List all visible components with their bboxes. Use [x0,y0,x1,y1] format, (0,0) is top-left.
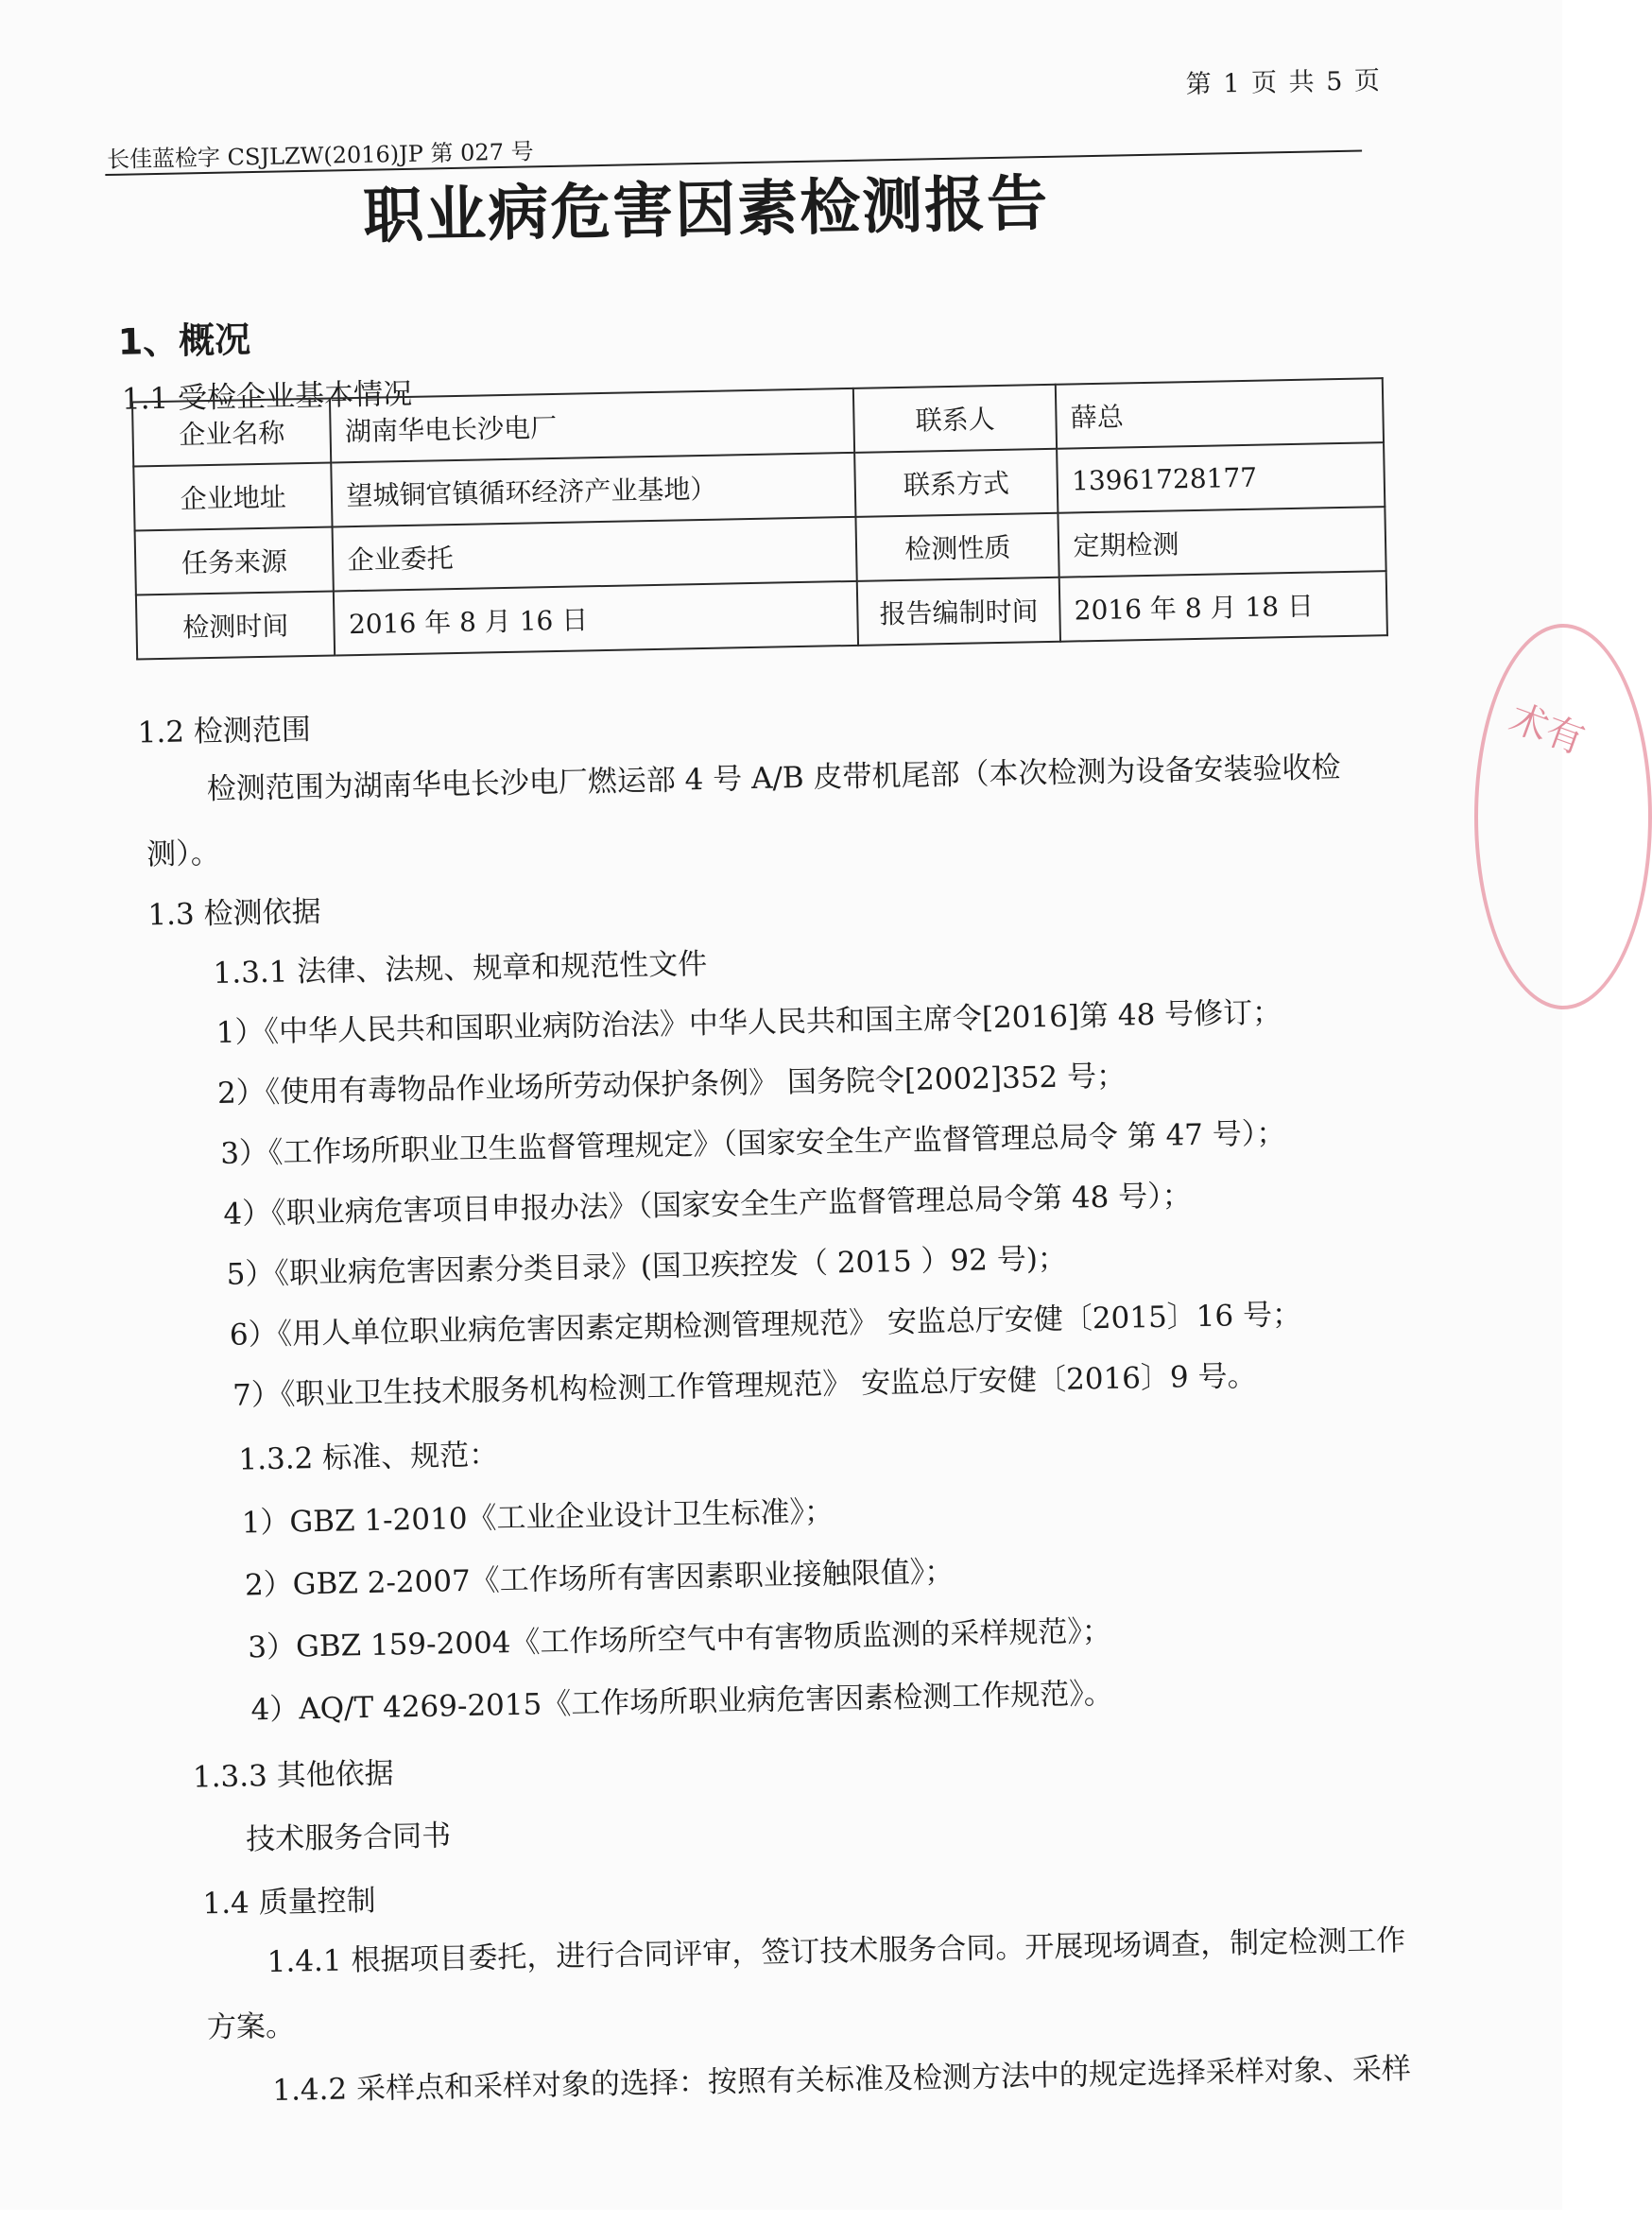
table-value-cell: 定期检测 [1058,507,1386,578]
section-1-3-1-heading: 1.3.1 法律、法规、规章和规范性文件 [213,946,708,991]
list-item: 4）《职业病危害项目申报办法》（国家安全生产监督管理总局令第 48 号）； [223,1179,1193,1232]
list-item: 3）GBZ 159-2004《工作场所空气中有害物质监测的采样规范》； [247,1613,1112,1665]
list-item: 2）GBZ 2-2007《工作场所有害因素职业接触限值》； [244,1555,955,1603]
list-item: 1）GBZ 1-2010《工业企业设计卫生标准》； [241,1494,835,1541]
list-item: 6）《用人单位职业病危害因素定期检测管理规范》 安监总厅安健〔2015〕16 号； [229,1297,1302,1353]
scope-text-line-1: 检测范围为湖南华电长沙电厂燃运部 4 号 A/B 皮带机尾部（本次检测为设备安装验收检 [206,750,1341,807]
table-key-cell: 报告编制时间 [857,578,1061,646]
table-value-cell: 13961728177 [1057,442,1385,513]
list-item: 4）AQ/T 4269-2015《工作场所职业病危害因素检测工作规范》。 [250,1676,1114,1728]
list-item: 7）《职业卫生技术服务机构检测工作管理规范》 安监总厅安健〔2016〕9 号。 [232,1358,1257,1413]
table-key-cell: 检测时间 [136,591,336,659]
other-basis-text: 技术服务合同书 [245,1819,452,1857]
section-1-heading: 1、概况 [117,319,251,363]
section-1-3-2-heading: 1.3.2 标准、规范： [238,1438,499,1477]
table-value-cell: 2016 年 8 月 18 日 [1059,571,1387,642]
enterprise-info-table [131,377,1388,660]
list-item: 3）《工作场所职业卫生监督管理规定》（国家安全生产监督管理总局令 第 47 号）； [219,1116,1286,1171]
table-key-cell: 检测性质 [855,513,1059,581]
table-key-cell: 企业名称 [132,399,332,467]
document-code: 长佳蓝检字 CSJLZW(2016)JP 第 027 号 [106,138,534,174]
table-value-cell: 2016 年 8 月 16 日 [334,581,858,656]
list-item: 1）《中华人民共和国职业病防治法》中华人民共和国主席令[2016]第 48 号修订； [215,995,1282,1050]
section-1-2-heading: 1.2 检测范围 [137,712,312,750]
list-item: 2）《使用有毒物品作业场所劳动保护条例》 国务院令[2002]352 号； [216,1059,1127,1111]
section-1-4-heading: 1.4 质量控制 [202,1883,376,1922]
section-1-3-heading: 1.3 检测依据 [147,894,321,933]
table-value-cell: 薛总 [1056,378,1384,449]
table-key-cell: 任务来源 [135,526,335,595]
table-key-cell: 联系人 [853,385,1058,453]
report-title: 职业病危害因素检测报告 [362,168,1050,252]
section-1-1-heading: 1.1 受检企业基本情况 [121,376,413,417]
section-1-3-3-heading: 1.3.3 其他依据 [192,1756,394,1795]
list-item: 5）《职业病危害因素分类目录》(国卫疾控发（ 2015 ）92 号)； [226,1241,1068,1292]
quality-text-line-3: 1.4.2 采样点和采样对象的选择：按照有关标准及检测方法中的规定选择采样对象、采样 [271,2051,1412,2109]
table-value-cell: 湖南华电长沙电厂 [330,388,854,463]
scope-text-line-2: 测）。 [146,836,220,872]
table-value-cell: 望城铜官镇循环经济产业基地） [332,453,856,527]
quality-text-line-1: 1.4.1 根据项目委托，进行合同评审，签订技术服务合同。开展现场调查，制定检测工作 [267,1922,1406,1980]
table-value-cell: 企业委托 [333,517,857,592]
page-number: 第 1 页 共 5 页 [1185,66,1383,100]
table-key-cell: 企业地址 [133,463,333,531]
table-key-cell: 联系方式 [854,449,1058,517]
quality-text-line-2: 方案。 [206,2008,296,2045]
seal-fragment-text: 术有 [1504,696,1591,764]
